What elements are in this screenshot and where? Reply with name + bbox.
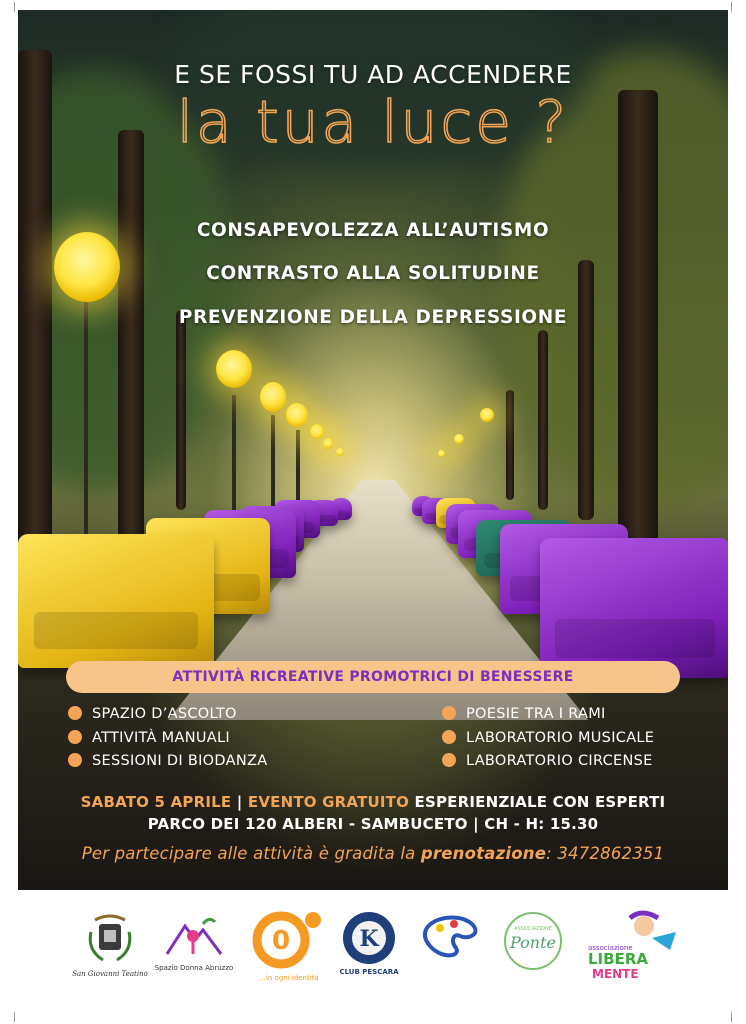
spazio-donna-icon: [163, 910, 225, 962]
lamp-light: [323, 438, 333, 449]
event-location: PARCO DEI 120 ALBERI - SAMBUCETO | CH - H: 15.30: [147, 815, 599, 833]
logo-kiwanis: [338, 910, 400, 976]
lamp-light: [336, 448, 344, 456]
bullet-dot: [68, 706, 82, 720]
headline-line1: E SE FOSSI TU AD ACCENDERE: [174, 60, 572, 89]
crop-mark: [731, 2, 742, 12]
activity-item: [68, 703, 237, 725]
tree-trunk: [578, 260, 594, 520]
activity-item: [68, 727, 230, 749]
activity-label: SPAZIO D’ASCOLTO: [92, 706, 237, 722]
lamp-post: [84, 300, 88, 540]
ponte-small-text: ASSOCIAZIONE: [514, 926, 552, 932]
event-description: ESPERIENZIALE CON ESPERTI: [414, 793, 666, 811]
booking-line: [18, 844, 728, 863]
activity-label: SESSIONI DI BIODANZA: [92, 753, 268, 769]
activity-label: POESIE TRA I RAMI: [466, 706, 606, 722]
liberamente-icon: [582, 910, 682, 982]
logo-caption: ...in ogni identità: [259, 974, 319, 982]
lamp-post: [296, 430, 300, 510]
event-line1: [18, 793, 728, 811]
lamp-light: [216, 350, 252, 388]
lamp-light: [260, 382, 286, 412]
headline-line2: la tua luce ?: [176, 88, 570, 156]
topic-loneliness: CONTRASTO ALLA SOLITUDINE: [206, 263, 540, 284]
lamp-post: [271, 415, 275, 515]
zero-logo-mark: 0: [271, 926, 291, 956]
bullet-dot: [68, 730, 82, 744]
logo-ponte: [498, 910, 568, 972]
topic-depression: PREVENZIONE DELLA DEPRESSIONE: [178, 307, 568, 328]
liberamente-small: associazione: [588, 944, 633, 952]
poster: [18, 10, 728, 890]
liberamente-line2: MENTE: [592, 967, 639, 981]
lamp-post: [232, 395, 236, 525]
activity-item: [442, 703, 606, 725]
bullet-dot: [442, 730, 456, 744]
crop-mark: [731, 1012, 742, 1022]
activity-item: [442, 727, 654, 749]
lamp-light: [480, 408, 494, 422]
logo-municipality: [72, 910, 148, 978]
kiwanis-letter: K: [359, 926, 379, 952]
activities-banner: ATTIVITÀ RICREATIVE PROMOTRICI DI BENESSERE: [66, 661, 680, 693]
tree-trunk: [618, 90, 658, 570]
zero-logo-icon: [249, 910, 329, 972]
booking-emphasis: prenotazione: [420, 844, 547, 863]
booking-text: Per partecipare alle attività è gradita la: [81, 844, 416, 863]
topic-autism: CONSAPEVOLEZZA ALL’AUTISMO: [196, 220, 550, 241]
tree-trunk: [118, 130, 144, 550]
event-free: EVENTO GRATUITO: [247, 793, 410, 811]
kiwanis-icon: [341, 910, 397, 966]
tree-trunk: [538, 330, 548, 510]
crop-mark: [4, 2, 15, 12]
activity-label: ATTIVITÀ MANUALI: [92, 730, 230, 746]
logo-caption: CLUB PESCARA: [339, 968, 399, 976]
booking-colon: :: [546, 844, 552, 863]
logo-zero: [246, 910, 332, 982]
logo-spazio-donna: [154, 910, 234, 972]
bullet-dot: [68, 753, 82, 767]
crest-icon: [87, 910, 133, 968]
bullet-dot: [442, 706, 456, 720]
event-separator: |: [236, 793, 243, 811]
activity-item: [442, 750, 653, 772]
crop-mark: [4, 1012, 15, 1022]
logo-caption: San Giovanni Teatino: [72, 970, 148, 978]
bullet-dot: [442, 753, 456, 767]
sponsor-logos: [0, 900, 746, 1010]
lamp-light: [286, 403, 308, 427]
tree-trunk: [176, 310, 186, 510]
activity-label: LABORATORIO CIRCENSE: [466, 753, 653, 769]
activity-label: LABORATORIO MUSICALE: [466, 730, 655, 746]
liberamente-line1: LIBERA: [588, 950, 648, 968]
activity-item: [68, 750, 267, 772]
logo-liberamente: [580, 910, 684, 982]
logo-caption: Spazio Donna Abruzzo: [154, 964, 234, 972]
logo-palette: [412, 910, 486, 962]
ponte-text: Ponte: [510, 933, 556, 952]
event-date: SABATO 5 APRILE: [80, 793, 232, 811]
lamp-light: [438, 450, 445, 457]
ponte-icon: [502, 910, 564, 972]
bench-seat: [540, 538, 728, 678]
palette-icon: [416, 910, 482, 962]
tree-trunk: [506, 390, 514, 500]
bench-seat: [18, 534, 214, 668]
lamp-light: [310, 424, 324, 439]
lamp-light: [454, 434, 464, 444]
booking-phone[interactable]: 3472862351: [557, 844, 665, 863]
